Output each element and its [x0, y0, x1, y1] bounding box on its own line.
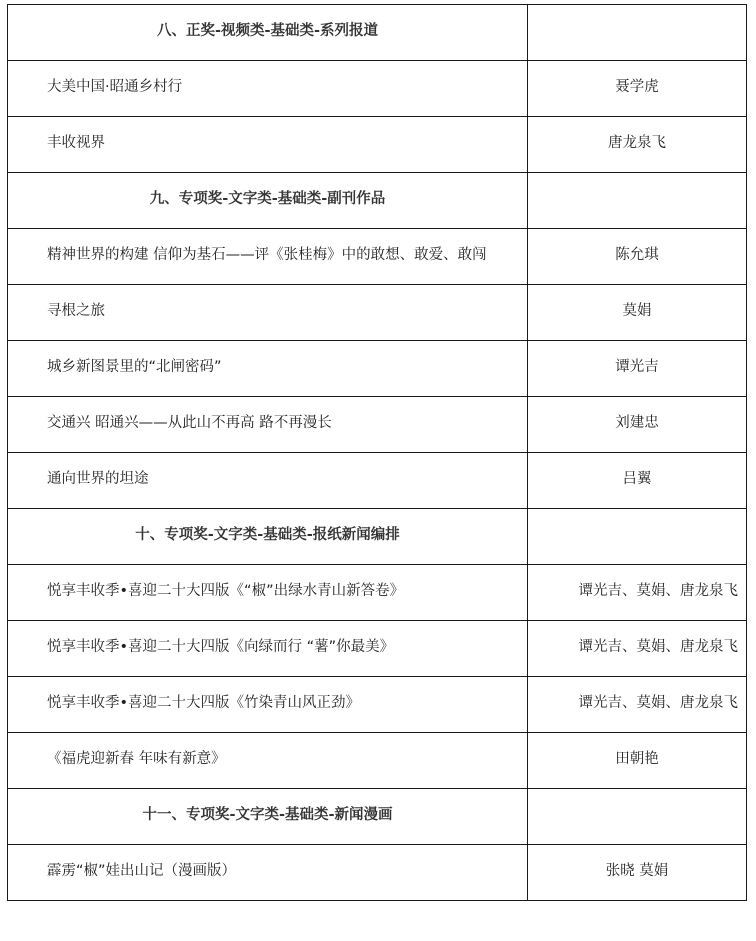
table-row	[8, 229, 747, 285]
work-title: 大美中国·昭通乡村行	[47, 79, 183, 95]
author-cell	[528, 789, 747, 845]
work-title: 《福虎迎新春 年味有新意》	[47, 751, 226, 767]
table-row	[8, 733, 747, 789]
title-cell	[8, 789, 528, 845]
author-name: 谭光吉	[615, 359, 659, 375]
work-title: 通向世界的坦途	[47, 471, 149, 487]
author-name	[528, 509, 746, 523]
author-name: 谭光吉、莫娟、唐龙泉飞	[578, 583, 738, 599]
table-row	[8, 565, 747, 621]
work-title: 霹雳“椒”娃出山记（漫画版）	[47, 863, 237, 879]
table-row	[8, 117, 747, 173]
title-cell	[8, 117, 528, 173]
author-cell	[528, 61, 747, 117]
author-cell	[528, 285, 747, 341]
table-row	[8, 453, 747, 509]
author-name: 谭光吉、莫娟、唐龙泉飞	[578, 695, 738, 711]
title-cell	[8, 621, 528, 677]
author-cell	[528, 341, 747, 397]
author-name	[528, 5, 746, 19]
author-name: 聂学虎	[615, 79, 659, 95]
title-cell	[8, 5, 528, 61]
title-cell	[8, 453, 528, 509]
table-row	[8, 677, 747, 733]
author-cell	[528, 509, 747, 565]
work-title: 交通兴 昭通兴——从此山不再高 路不再漫长	[47, 415, 332, 431]
title-cell	[8, 677, 528, 733]
author-cell	[528, 621, 747, 677]
table-row	[8, 621, 747, 677]
section-title: 十、专项奖-文字类-基础类-报纸新闻编排	[135, 527, 400, 543]
table-row	[8, 397, 747, 453]
section-title: 九、专项奖-文字类-基础类-副刊作品	[149, 191, 386, 207]
author-cell	[528, 453, 747, 509]
award-table	[7, 4, 747, 901]
title-cell	[8, 61, 528, 117]
work-title: 丰收视界	[47, 135, 105, 151]
author-cell	[528, 5, 747, 61]
title-cell	[8, 845, 528, 901]
author-cell	[528, 733, 747, 789]
work-title: 精神世界的构建 信仰为基石——评《张桂梅》中的敢想、敢爱、敢闯	[47, 247, 487, 263]
author-name: 唐龙泉飞	[608, 135, 666, 151]
section-title: 十一、专项奖-文字类-基础类-新闻漫画	[142, 807, 393, 823]
work-title: 悦享丰收季•喜迎二十大四版《向绿而行 “薯”你最美》	[47, 639, 395, 655]
title-cell	[8, 509, 528, 565]
author-cell	[528, 565, 747, 621]
title-cell	[8, 733, 528, 789]
author-name	[528, 173, 746, 187]
table-row	[8, 845, 747, 901]
section-title: 八、正奖-视频类-基础类-系列报道	[156, 23, 379, 39]
author-cell	[528, 229, 747, 285]
section-header-row	[8, 5, 747, 61]
title-cell	[8, 565, 528, 621]
author-cell	[528, 677, 747, 733]
section-header-row	[8, 789, 747, 845]
author-name: 吕翼	[622, 471, 652, 487]
section-header-row	[8, 173, 747, 229]
work-title: 寻根之旅	[47, 303, 105, 319]
author-cell	[528, 117, 747, 173]
author-name: 田朝艳	[615, 751, 659, 767]
title-cell	[8, 173, 528, 229]
award-table-body	[8, 5, 747, 901]
section-header-row	[8, 509, 747, 565]
author-cell	[528, 845, 747, 901]
author-name: 刘建忠	[615, 415, 659, 431]
author-name: 张晓 莫娟	[605, 863, 669, 879]
author-cell	[528, 173, 747, 229]
table-row	[8, 341, 747, 397]
author-cell	[528, 397, 747, 453]
work-title: 悦享丰收季•喜迎二十大四版《“椒”出绿水青山新答卷》	[47, 583, 405, 599]
title-cell	[8, 229, 528, 285]
author-name: 陈允琪	[615, 247, 659, 263]
title-cell	[8, 397, 528, 453]
work-title: 城乡新图景里的“北闸密码”	[47, 359, 222, 375]
table-row	[8, 285, 747, 341]
table-row	[8, 61, 747, 117]
author-name: 谭光吉、莫娟、唐龙泉飞	[578, 639, 738, 655]
title-cell	[8, 285, 528, 341]
work-title: 悦享丰收季•喜迎二十大四版《竹染青山风正劲》	[47, 695, 361, 711]
title-cell	[8, 341, 528, 397]
author-name	[528, 789, 746, 803]
author-name: 莫娟	[622, 303, 652, 319]
